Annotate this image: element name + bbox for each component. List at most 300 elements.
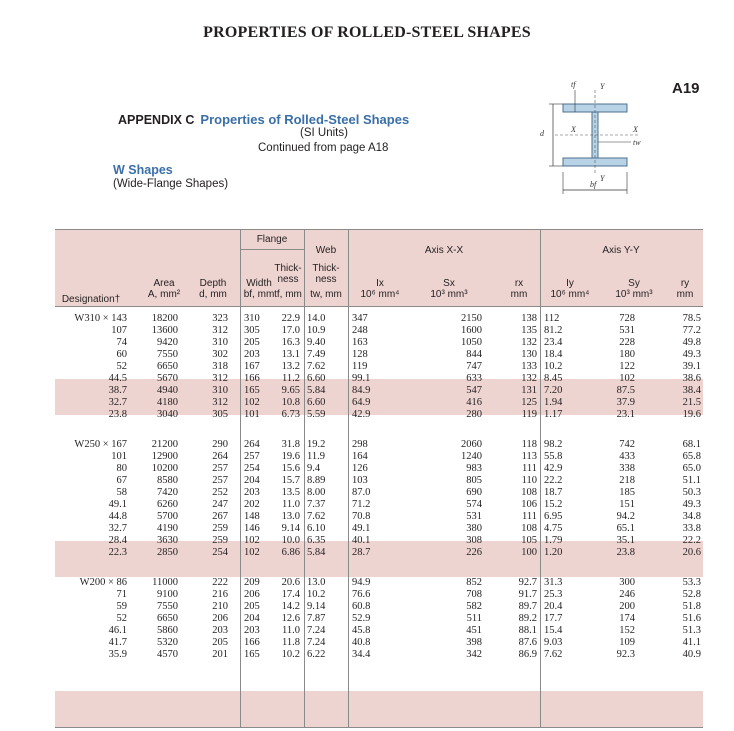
cell-designation: 80 — [116, 463, 127, 474]
cell-web-thick: 9.4 — [307, 463, 321, 474]
table-row — [55, 589, 703, 601]
cell-iy: 22.2 — [544, 475, 563, 486]
header-width-1: Width — [246, 278, 272, 289]
cell-depth: 290 — [212, 439, 228, 450]
cell-depth: 318 — [212, 361, 228, 372]
cell-depth: 205 — [212, 637, 228, 648]
cell-sy: 742 — [619, 439, 635, 450]
cell-sy: 300 — [619, 577, 635, 588]
cell-area: 7420 — [157, 487, 178, 498]
cell-ry: 19.6 — [682, 409, 701, 420]
cell-flange-thick: 19.6 — [281, 451, 300, 462]
header-depth-1: Depth — [199, 278, 227, 289]
cell-sx: 574 — [466, 499, 482, 510]
bf-label: bf — [590, 180, 597, 189]
cell-web-thick: 14.0 — [307, 313, 326, 324]
cell-ry: 33.8 — [682, 523, 701, 534]
cell-area: 5320 — [157, 637, 178, 648]
cell-designation: 32.7 — [108, 397, 127, 408]
tw-label: tw — [633, 138, 641, 147]
continued-note: Continued from page A18 — [258, 142, 389, 154]
cell-iy: 15.4 — [544, 625, 563, 636]
cell-depth: 310 — [212, 337, 228, 348]
cell-sx: 280 — [466, 409, 482, 420]
header-web-thick-2: ness — [315, 274, 337, 285]
cell-designation: 44.5 — [108, 373, 127, 384]
cell-area: 6650 — [157, 361, 178, 372]
cell-sy: 35.1 — [616, 535, 635, 546]
cell-ry: 65.8 — [682, 451, 701, 462]
cell-depth: 254 — [212, 547, 228, 558]
cell-depth: 259 — [212, 523, 228, 534]
table-row — [55, 547, 703, 559]
cell-rx: 119 — [521, 409, 537, 420]
cell-area: 9100 — [157, 589, 178, 600]
cell-area: 3040 — [157, 409, 178, 420]
table-row — [55, 613, 703, 625]
header-ry-1: ry — [680, 278, 690, 289]
page-number: A19 — [672, 80, 700, 97]
cell-iy: 98.2 — [544, 439, 563, 450]
cell-sy: 180 — [619, 349, 635, 360]
cell-sy: 200 — [619, 601, 635, 612]
cell-sx: 582 — [466, 601, 482, 612]
cell-flange-thick: 12.6 — [281, 613, 300, 624]
header-sx-1: Sx — [443, 278, 455, 289]
cell-flange-thick: 13.1 — [281, 349, 300, 360]
cell-flange-width: 254 — [244, 463, 260, 474]
cell-sx: 308 — [466, 535, 482, 546]
cell-iy: 1.79 — [544, 535, 563, 546]
cell-flange-width: 203 — [244, 487, 260, 498]
cell-flange-width: 102 — [244, 397, 260, 408]
cell-sx: 844 — [466, 349, 482, 360]
cell-ix: 70.8 — [352, 511, 371, 522]
cell-sy: 338 — [619, 463, 635, 474]
cell-flange-width: 203 — [244, 349, 260, 360]
cell-iy: 81.2 — [544, 325, 563, 336]
cell-rx: 125 — [521, 397, 537, 408]
appendix-label: APPENDIX C — [118, 113, 195, 127]
cell-flange-width: 257 — [244, 451, 260, 462]
cell-area: 12900 — [151, 451, 178, 462]
cell-iy: 23.4 — [544, 337, 563, 348]
table-row — [55, 325, 703, 337]
cell-flange-width: 167 — [244, 361, 260, 372]
cell-iy: 9.03 — [544, 637, 563, 648]
cell-sx: 531 — [466, 511, 482, 522]
cell-ry: 50.3 — [682, 487, 701, 498]
cell-depth: 210 — [212, 601, 228, 612]
cell-ix: 49.1 — [352, 523, 371, 534]
cell-area: 8580 — [157, 475, 178, 486]
cell-area: 18200 — [151, 313, 178, 324]
cell-ry: 77.2 — [682, 325, 701, 336]
cell-sy: 728 — [619, 313, 635, 324]
cell-designation: 35.9 — [108, 649, 127, 660]
cell-depth: 312 — [212, 325, 228, 336]
table-row — [55, 577, 703, 589]
cell-flange-thick: 17.4 — [281, 589, 300, 600]
cell-area: 5860 — [157, 625, 178, 636]
cell-depth: 257 — [212, 463, 228, 474]
cell-designation: 23.8 — [108, 409, 127, 420]
cell-web-thick: 7.49 — [307, 349, 326, 360]
cell-flange-width: 204 — [244, 613, 260, 624]
cell-sx: 1050 — [461, 337, 482, 348]
cell-flange-thick: 11.0 — [282, 499, 300, 510]
cell-iy: 6.95 — [544, 511, 563, 522]
cell-rx: 86.9 — [518, 649, 537, 660]
cell-rx: 100 — [521, 547, 537, 558]
cell-flange-width: 165 — [244, 649, 260, 660]
table-row — [55, 499, 703, 511]
cell-web-thick: 7.62 — [307, 361, 326, 372]
cell-area: 2850 — [157, 547, 178, 558]
cell-web-thick: 6.35 — [307, 535, 326, 546]
cell-ry: 52.8 — [682, 589, 701, 600]
cell-ix: 42.9 — [352, 409, 371, 420]
cell-flange-thick: 11.2 — [282, 373, 300, 384]
cell-ix: 60.8 — [352, 601, 371, 612]
cell-iy: 20.4 — [544, 601, 563, 612]
cell-depth: 201 — [212, 649, 228, 660]
cell-designation: W310 × 143 — [74, 313, 127, 324]
cell-iy: 18.4 — [544, 349, 563, 360]
cell-web-thick: 7.24 — [307, 625, 326, 636]
cell-designation: 46.1 — [108, 625, 127, 636]
table-row — [55, 523, 703, 535]
cell-area: 5700 — [157, 511, 178, 522]
cell-web-thick: 10.9 — [307, 325, 326, 336]
cell-web-thick: 5.84 — [307, 547, 326, 558]
cell-ry: 51.8 — [682, 601, 701, 612]
cell-ry: 40.9 — [682, 649, 701, 660]
cell-depth: 259 — [212, 535, 228, 546]
cell-rx: 105 — [521, 535, 537, 546]
cell-flange-thick: 13.0 — [281, 511, 300, 522]
cell-rx: 91.7 — [518, 589, 537, 600]
cell-iy: 8.45 — [544, 373, 563, 384]
cell-area: 21200 — [151, 439, 178, 450]
cell-flange-width: 166 — [244, 637, 260, 648]
cell-flange-thick: 9.14 — [281, 523, 300, 534]
cell-rx: 132 — [521, 337, 537, 348]
table-row — [55, 475, 703, 487]
cell-iy: 17.7 — [544, 613, 563, 624]
cell-rx: 111 — [522, 463, 537, 474]
cell-flange-width: 148 — [244, 511, 260, 522]
cell-flange-thick: 11.8 — [282, 637, 300, 648]
cell-ix: 119 — [352, 361, 368, 372]
y-axis-top-label: Y — [600, 82, 605, 91]
d-label: d — [540, 129, 544, 138]
cell-iy: 25.3 — [544, 589, 563, 600]
header-flange-thick-2: ness — [277, 274, 299, 285]
header-ix-1: Ix — [376, 278, 384, 289]
cell-ix: 40.1 — [352, 535, 371, 546]
cell-sy: 246 — [619, 589, 635, 600]
cell-rx: 118 — [521, 439, 537, 450]
cell-sx: 451 — [466, 625, 482, 636]
header-ix-2: 10⁶ mm⁴ — [360, 289, 400, 300]
cell-designation: W200 × 86 — [79, 577, 127, 588]
table-row — [55, 385, 703, 397]
cell-designation: 41.7 — [108, 637, 127, 648]
cell-flange-width: 206 — [244, 589, 260, 600]
cell-ix: 128 — [352, 349, 368, 360]
cell-area: 5670 — [157, 373, 178, 384]
cell-ry: 49.8 — [682, 337, 701, 348]
cell-iy: 7.20 — [544, 385, 563, 396]
cell-flange-width: 205 — [244, 337, 260, 348]
cell-sx: 547 — [466, 385, 482, 396]
header-flange-thick-3: tf, mm — [274, 289, 302, 300]
cell-ry: 53.3 — [682, 577, 701, 588]
cell-designation: 52 — [116, 613, 127, 624]
cell-designation: 71 — [116, 589, 127, 600]
cell-area: 4940 — [157, 385, 178, 396]
cell-ix: 87.0 — [352, 487, 371, 498]
cell-sx: 2150 — [461, 313, 482, 324]
cell-iy: 15.2 — [544, 499, 563, 510]
cell-rx: 130 — [521, 349, 537, 360]
cell-iy: 4.75 — [544, 523, 563, 534]
cell-sx: 398 — [466, 637, 482, 648]
header-sy-1: Sy — [628, 278, 640, 289]
cell-area: 4190 — [157, 523, 178, 534]
cell-flange-width: 101 — [244, 409, 260, 420]
table-row — [55, 373, 703, 385]
cell-iy: 18.7 — [544, 487, 563, 498]
header-web-thick-3: tw, mm — [310, 289, 342, 300]
cell-sy: 152 — [619, 625, 635, 636]
cell-flange-width: 102 — [244, 535, 260, 546]
cell-depth: 203 — [212, 625, 228, 636]
cell-designation: 58 — [116, 487, 127, 498]
table-row — [55, 451, 703, 463]
cell-flange-thick: 10.0 — [281, 535, 300, 546]
cell-ry: 34.8 — [682, 511, 701, 522]
cell-ry: 49.3 — [682, 499, 701, 510]
table-row — [55, 439, 703, 451]
section-title: W Shapes — [113, 163, 173, 177]
cell-sx: 708 — [466, 589, 482, 600]
table-row — [55, 313, 703, 325]
cell-flange-thick: 15.6 — [281, 463, 300, 474]
cell-ry: 51.6 — [682, 613, 701, 624]
cell-rx: 131 — [521, 385, 537, 396]
cell-sy: 185 — [619, 487, 635, 498]
cell-rx: 92.7 — [518, 577, 537, 588]
cell-ry: 38.4 — [682, 385, 701, 396]
cell-sx: 380 — [466, 523, 482, 534]
cell-ry: 65.0 — [682, 463, 701, 474]
cell-rx: 111 — [522, 511, 537, 522]
cell-flange-width: 209 — [244, 577, 260, 588]
table-row — [55, 601, 703, 613]
cell-depth: 302 — [212, 349, 228, 360]
cell-depth: 252 — [212, 487, 228, 498]
cell-iy: 55.8 — [544, 451, 563, 462]
cell-ry: 22.2 — [682, 535, 701, 546]
cell-ry: 51.1 — [682, 475, 701, 486]
cell-flange-width: 264 — [244, 439, 260, 450]
cell-sx: 416 — [466, 397, 482, 408]
cell-web-thick: 9.14 — [307, 601, 326, 612]
cell-designation: 67 — [116, 475, 127, 486]
cell-ry: 21.5 — [682, 397, 701, 408]
cell-flange-thick: 9.65 — [281, 385, 300, 396]
cell-sy: 531 — [619, 325, 635, 336]
cell-ix: 45.8 — [352, 625, 371, 636]
cell-iy: 7.62 — [544, 649, 563, 660]
cell-rx: 110 — [521, 475, 537, 486]
cell-flange-width: 102 — [244, 547, 260, 558]
header-sx-2: 10³ mm³ — [430, 289, 468, 300]
cell-depth: 312 — [212, 397, 228, 408]
cell-sy: 23.1 — [616, 409, 635, 420]
cell-flange-thick: 11.0 — [282, 625, 300, 636]
cell-flange-width: 203 — [244, 625, 260, 636]
cell-rx: 135 — [521, 325, 537, 336]
cell-ix: 164 — [352, 451, 368, 462]
cell-sy: 87.5 — [616, 385, 635, 396]
shaded-band — [55, 691, 703, 727]
page-title: PROPERTIES OF ROLLED-STEEL SHAPES — [203, 24, 531, 41]
header-designation: Designation† — [61, 294, 121, 305]
section-subtitle: (Wide-Flange Shapes) — [113, 178, 229, 190]
cell-sx: 690 — [466, 487, 482, 498]
cell-rx: 138 — [521, 313, 537, 324]
cell-ry: 20.6 — [682, 547, 701, 558]
header-iy-2: 10⁶ mm⁴ — [550, 289, 590, 300]
cell-rx: 108 — [521, 487, 537, 498]
cell-flange-width: 202 — [244, 499, 260, 510]
cell-depth: 247 — [212, 499, 228, 510]
cell-flange-thick: 10.2 — [281, 649, 300, 660]
cell-depth: 216 — [212, 589, 228, 600]
cell-depth: 305 — [212, 409, 228, 420]
cell-sy: 102 — [619, 373, 635, 384]
cell-flange-thick: 6.73 — [281, 409, 300, 420]
cell-ix: 64.9 — [352, 397, 371, 408]
table-row — [55, 463, 703, 475]
table-row — [55, 397, 703, 409]
cell-depth: 222 — [212, 577, 228, 588]
cell-area: 6650 — [157, 613, 178, 624]
cell-ix: 163 — [352, 337, 368, 348]
cell-sy: 151 — [619, 499, 635, 510]
x-axis-right-label: X — [633, 125, 638, 134]
cell-sx: 226 — [466, 547, 482, 558]
header-iy-1: Iy — [566, 278, 574, 289]
cell-sy: 228 — [619, 337, 635, 348]
header-area-1: Area — [153, 278, 175, 289]
cell-web-thick: 8.89 — [307, 475, 326, 486]
cell-web-thick: 13.0 — [307, 577, 326, 588]
cell-sx: 2060 — [461, 439, 482, 450]
cell-iy: 1.94 — [544, 397, 563, 408]
cell-iy: 112 — [544, 313, 560, 324]
cell-designation: 49.1 — [108, 499, 127, 510]
cell-iy: 42.9 — [544, 463, 563, 474]
cell-ry: 68.1 — [682, 439, 701, 450]
cell-flange-thick: 14.2 — [281, 601, 300, 612]
cell-web-thick: 7.37 — [307, 499, 326, 510]
cell-depth: 206 — [212, 613, 228, 624]
cell-ix: 28.7 — [352, 547, 371, 558]
header-depth-2: d, mm — [199, 289, 227, 300]
cell-designation: 60 — [116, 349, 127, 360]
cell-ix: 126 — [352, 463, 368, 474]
cell-ry: 78.5 — [682, 313, 701, 324]
cell-ix: 40.8 — [352, 637, 371, 648]
cell-iy: 1.20 — [544, 547, 563, 558]
cell-ix: 103 — [352, 475, 368, 486]
cell-web-thick: 5.59 — [307, 409, 326, 420]
cell-sy: 174 — [619, 613, 635, 624]
table-row — [55, 409, 703, 421]
cell-sx: 983 — [466, 463, 482, 474]
cell-area: 7550 — [157, 601, 178, 612]
cell-ry: 49.3 — [682, 349, 701, 360]
table-row — [55, 535, 703, 547]
header-width-2: bf, mm — [243, 289, 275, 300]
cell-sy: 109 — [619, 637, 635, 648]
cell-sy: 92.3 — [616, 649, 635, 660]
cell-area: 4570 — [157, 649, 178, 660]
cell-designation: 38.7 — [108, 385, 127, 396]
cell-flange-thick: 22.9 — [281, 313, 300, 324]
cell-depth: 264 — [212, 451, 228, 462]
cell-rx: 108 — [521, 523, 537, 534]
cell-designation: 59 — [116, 601, 127, 612]
cell-sx: 805 — [466, 475, 482, 486]
cell-sy: 65.1 — [616, 523, 635, 534]
cell-sy: 433 — [619, 451, 635, 462]
cell-ix: 76.6 — [352, 589, 371, 600]
cell-area: 7550 — [157, 349, 178, 360]
cell-iy: 1.17 — [544, 409, 563, 420]
cell-flange-thick: 17.0 — [281, 325, 300, 336]
cell-flange-thick: 6.86 — [281, 547, 300, 558]
cell-ry: 51.3 — [682, 625, 701, 636]
tf-label: tf — [571, 80, 576, 89]
table-row — [55, 511, 703, 523]
header-web: Web — [315, 245, 337, 256]
x-axis-left-label: X — [571, 125, 576, 134]
cell-flange-thick: 16.3 — [281, 337, 300, 348]
header-sy-2: 10³ mm³ — [615, 289, 653, 300]
cell-area: 11000 — [152, 577, 178, 588]
cell-web-thick: 19.2 — [307, 439, 326, 450]
cell-area: 3630 — [157, 535, 178, 546]
cell-sy: 37.9 — [616, 397, 635, 408]
cell-flange-thick: 13.5 — [281, 487, 300, 498]
cell-sx: 1600 — [461, 325, 482, 336]
cell-sx: 511 — [466, 613, 482, 624]
cell-rx: 89.2 — [518, 613, 537, 624]
cell-flange-thick: 10.8 — [281, 397, 300, 408]
cell-depth: 267 — [212, 511, 228, 522]
cell-rx: 132 — [521, 373, 537, 384]
cell-flange-width: 204 — [244, 475, 260, 486]
cell-web-thick: 6.60 — [307, 373, 326, 384]
header-axis-yy: Axis Y-Y — [602, 245, 640, 256]
table-row — [55, 637, 703, 649]
cell-sx: 342 — [466, 649, 482, 660]
